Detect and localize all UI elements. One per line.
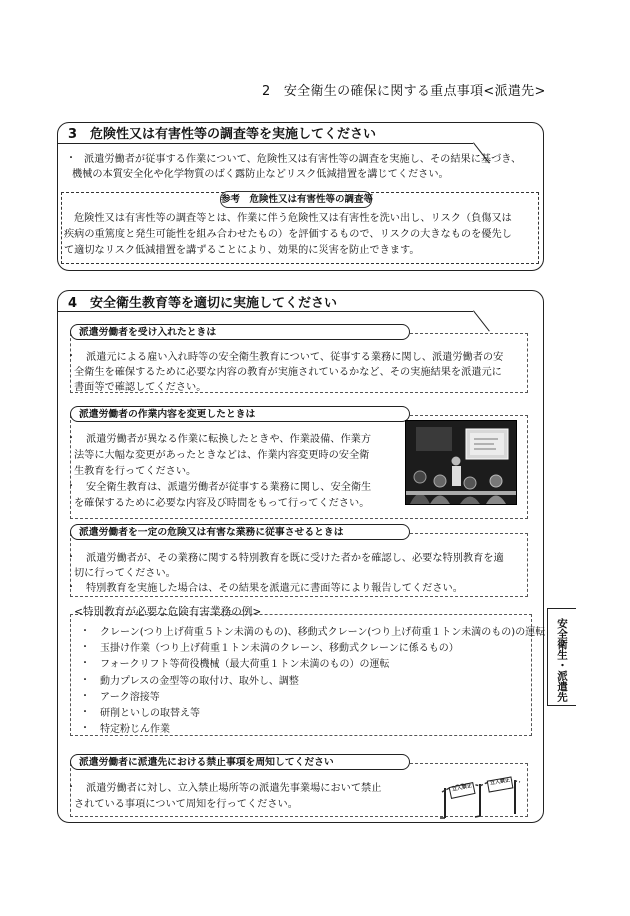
sign-label-2: 立入禁止 xyxy=(489,777,511,787)
sub2-bullet2-line-2: を確保するために必要な内容及び時間をもって行ってください。 xyxy=(74,498,370,509)
seminar-illustration xyxy=(405,420,517,505)
sub4-body-line-2: されている事項について周知を行ってください。 xyxy=(74,799,298,810)
bullet-mark: ・ xyxy=(66,153,76,164)
bullet-mark: ・ xyxy=(66,782,76,793)
example-item: フォークリフト等荷役機械（最大荷重１トン未満のもの）の運転 xyxy=(100,659,390,671)
section-3-title: 3 危険性又は有害性等の調査等を実施してください xyxy=(68,127,377,142)
example-item: クレーン(つり上げ荷重５トン未満のもの)、移動式クレーン(つり上げ荷重１トン未満のもの)の運転 xyxy=(100,627,546,638)
bullet-mark: ・ xyxy=(66,351,76,362)
examples-title: <特別教育が必要な危険有害業務の例> xyxy=(74,606,262,618)
section-3-body-line-1: 派遣労働者が従事する作業について、危険性又は有害性等の調査を実施し、その結果に基づき、 xyxy=(84,154,522,165)
side-tab: 安全衛生・派遣先 xyxy=(547,608,576,706)
bullet-mark: ・ xyxy=(66,552,76,563)
bullet-mark: ・ xyxy=(80,674,90,686)
sub2-bullet1-line-1: 派遣労働者が異なる作業に転換したときや、作業設備、作業方 xyxy=(86,434,372,445)
page-header: 2 安全衛生の確保に関する重点事項<派遣先> xyxy=(262,84,546,99)
bullet-mark: ・ xyxy=(80,658,90,670)
example-item: 玉掛け作業（つり上げ荷重１トン未満のクレーン、移動式クレーンに係るもの） xyxy=(100,643,459,655)
section-4-title: 4 安全衛生教育等を適切に実施してください xyxy=(68,296,338,311)
section-4-box xyxy=(57,290,544,823)
bullet-mark: ・ xyxy=(66,433,76,444)
sub1-body-line-1: 派遣元による雇い入れ時等の安全衛生教育について、従事する業務に関し、派遣労働者の安 xyxy=(86,352,504,363)
sub3-bullet1-line-1: 派遣労働者が、その業務に関する特別教育を既に受けた者かを確認し、必要な特別教育を適 xyxy=(86,553,504,564)
sign-label-1: 立入禁止 xyxy=(451,782,473,794)
sub4-body-line-1: 派遣労働者に対し、立入禁止場所等の派遣先事業場において禁止 xyxy=(86,783,382,794)
sub3-title: 派遣労働者を一定の危険又は有害な業務に従事させるときは xyxy=(70,524,410,540)
no-entry-sign-illustration xyxy=(440,770,530,820)
bullet-mark: ・ xyxy=(80,642,90,654)
bullet-mark: ・ xyxy=(80,690,90,702)
sub2-bullet1-line-3: 生教育を行ってください。 xyxy=(74,466,197,477)
sub4-title: 派遣労働者に派遣先における禁止事項を周知してください xyxy=(70,754,410,770)
sub2-bullet1-line-2: 法等に大幅な変更があったときなどは、作業内容変更時の安全衛 xyxy=(74,450,370,461)
sub3-bullet1-line-2: 切に行ってください。 xyxy=(74,568,176,579)
bullet-mark: ・ xyxy=(66,481,76,492)
sub1-title: 派遣労働者を受け入れたときは xyxy=(70,324,410,340)
example-item: 特定粉じん作業 xyxy=(100,724,170,736)
bullet-mark: ・ xyxy=(80,723,90,735)
reference-title: 参考 危険性又は有害性等の調査等 xyxy=(220,191,372,208)
reference-body-line-2: 疾病の重篤度と発生可能性を組み合わせたもの）を評価するもので、リスクの大きなものを優先し xyxy=(64,229,512,240)
sub1-body-line-3: 書面等で確認してください。 xyxy=(74,382,207,393)
example-item: 研削といしの取替え等 xyxy=(100,708,200,719)
title-bar-slant xyxy=(473,310,490,331)
section-3-body-line-2: 機械の本質安全化や化学物質のばく露防止などリスク低減措置を講じてください。 xyxy=(72,169,449,180)
sub3-bullet2-line-1: 特別教育を実施した場合は、その結果を派遣元に書面等により報告してください。 xyxy=(86,583,463,594)
reference-body-line-3: て適切なリスク低減措置を講ずることにより、効果的に災害を防止できます。 xyxy=(64,245,420,256)
sub2-bullet2-line-1: 安全衛生教育は、派遣労働者が従事する業務に関し、安全衛生 xyxy=(86,482,372,493)
reference-body-line-1: 危険性又は有害性等の調査等とは、作業に伴う危険性又は有害性を洗い出し、リスク（負傷又は xyxy=(74,213,512,224)
example-item: 動力プレスの金型等の取付け、取外し、調整 xyxy=(100,675,299,687)
section-3-box xyxy=(57,122,544,271)
bullet-mark: ・ xyxy=(66,582,76,593)
sub1-body-line-2: 全衛生を確保するために必要な内容の教育が実施されているかなど、その実施結果を派遣元に xyxy=(74,367,502,378)
bullet-mark: ・ xyxy=(80,707,90,718)
bullet-mark: ・ xyxy=(80,626,90,637)
example-item: アーク溶接等 xyxy=(100,691,160,703)
sub2-title: 派遣労働者の作業内容を変更したときは xyxy=(70,406,410,422)
